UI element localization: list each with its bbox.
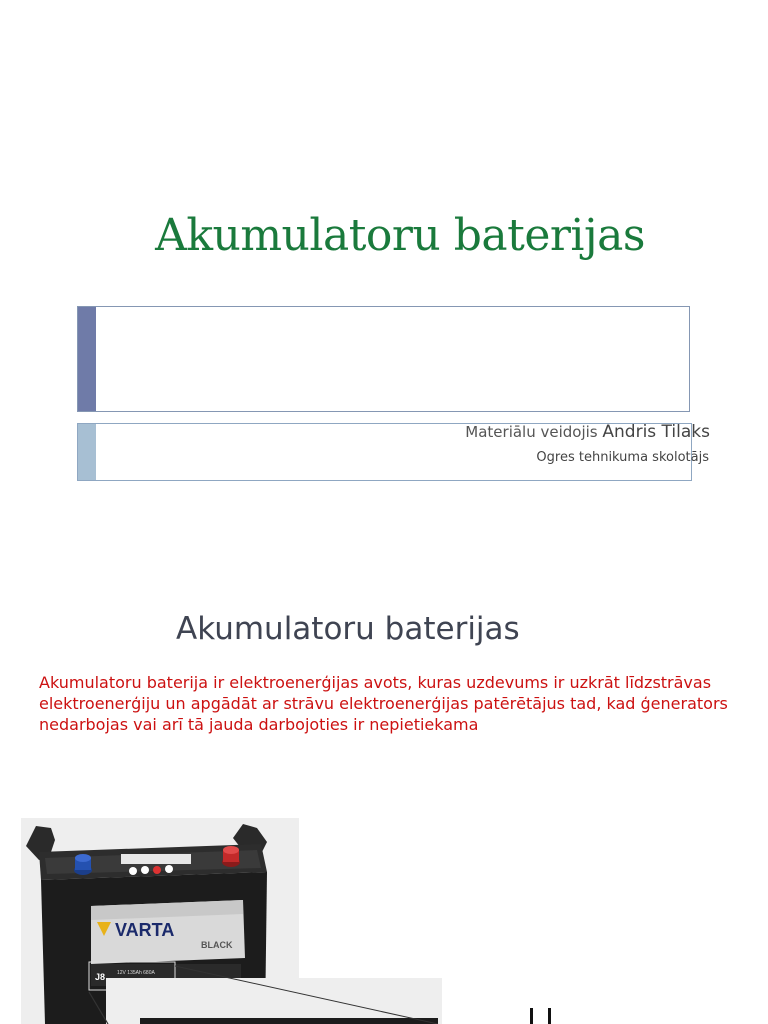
author-line	[465, 422, 710, 442]
battery-brand: VARTA	[115, 920, 175, 940]
slide-title: Akumulatoru baterijas	[155, 210, 645, 261]
battery-model: J8	[95, 972, 106, 982]
battery-photo	[21, 818, 299, 1024]
accent-bar-light	[78, 424, 96, 480]
subtitle-box	[77, 306, 690, 412]
author-name: Andris Tilaks	[602, 422, 710, 442]
author-role: Ogres tehnikuma skolotājs	[536, 450, 709, 465]
partial-glyph	[528, 1008, 562, 1024]
battery-illustration	[21, 818, 299, 1024]
battery-spec: 12V 135Ah 680A	[117, 970, 155, 976]
battery-series: BLACK	[201, 940, 233, 950]
accent-bar	[78, 307, 96, 411]
author-prefix: Materiālu veidojis	[465, 423, 603, 441]
definition-text: Akumulatoru baterija ir elektroenerģijas avots, kuras uzdevums ir uzkrāt līdzstrāvas elektroenerģiju un apgādāt ar strāvu elektroenerģijas patērētājus tad, kad ģenerators nedarbojas vai arī tā jauda darbojoties ir nepietiekama	[39, 673, 728, 734]
slide-heading: Akumulatoru baterijas	[176, 611, 520, 647]
